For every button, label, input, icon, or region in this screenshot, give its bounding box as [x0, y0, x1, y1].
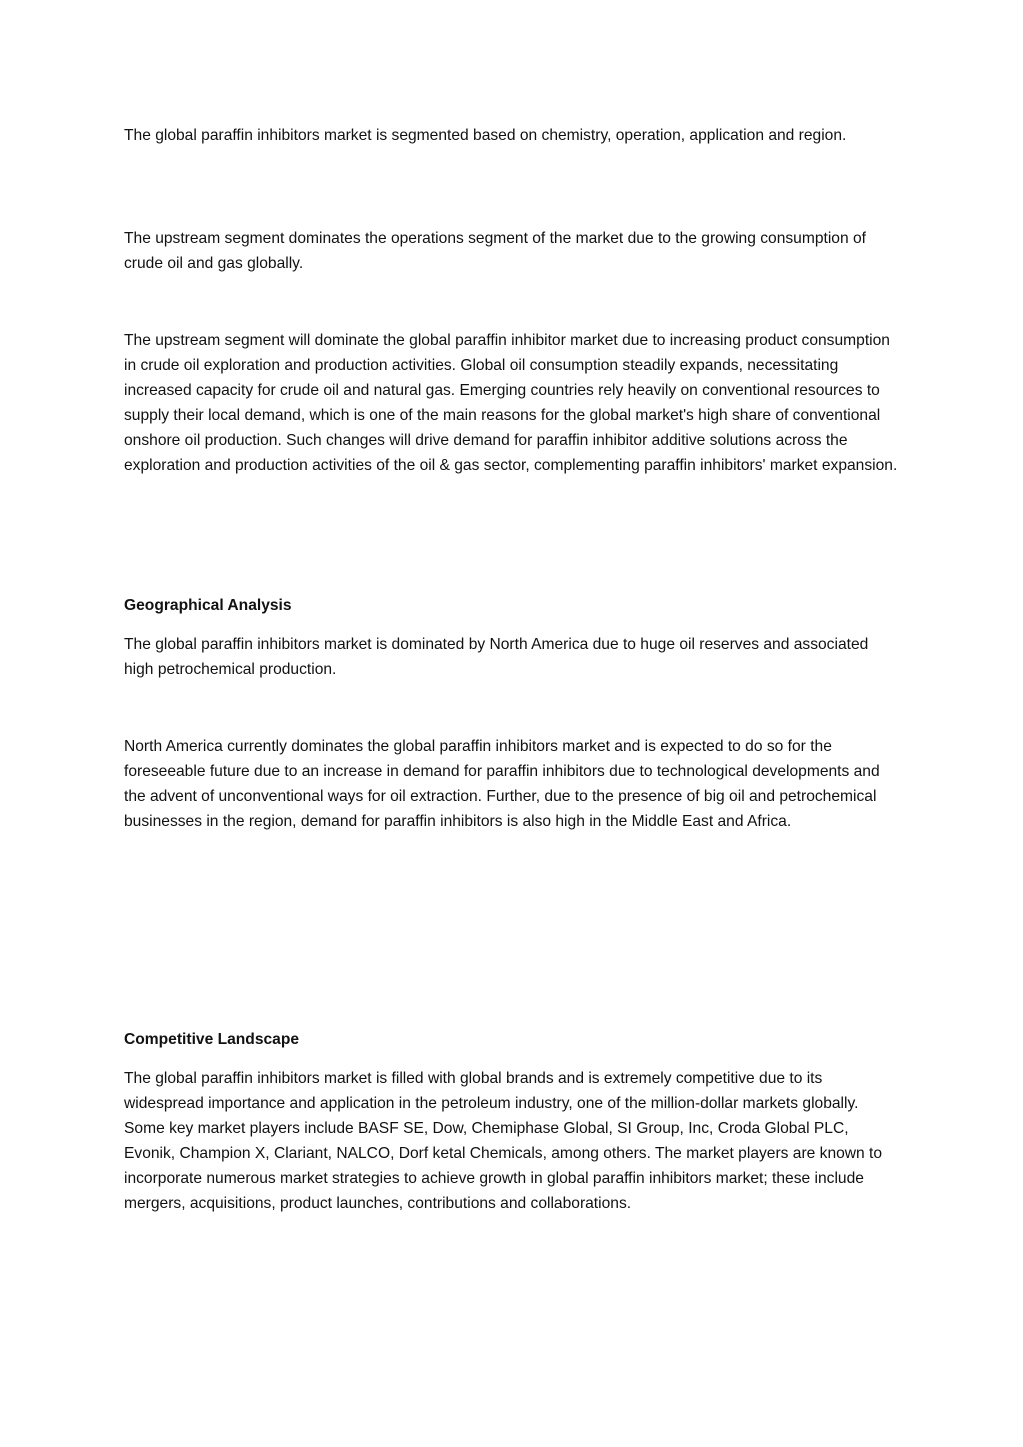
competitive-landscape-heading: Competitive Landscape	[124, 1031, 300, 1048]
competitive-detail-paragraph: The global paraffin inhibitors market is filled with global brands and is extremely competitive due to its widespread importance and application in the petroleum industry, one of the million-dollar markets globally. Some key market players include BASF SE, Dow, Chemiphase Global, SI Group, Inc, Croda Global PLC, Evonik, Champion X, Clariant, NALCO, Dorf ketal Chemicals, among others. The market players are known to incorporate numerous market strategies to achieve growth in global paraffin inhibitors market; these include mergers, acquisitions, product launches, contributions and collaborations.	[124, 1070, 883, 1212]
intro-paragraph: The global paraffin inhibitors market is segmented based on chemistry, operation, application and region.	[124, 127, 847, 144]
geographical-detail-paragraph: North America currently dominates the global paraffin inhibitors market and is expected to do so for the foreseeable future due to an increase in demand for paraffin inhibitors due to technological developments and the advent of unconventional ways for oil extraction. Further, due to the presence of big oil and petrochemical businesses in the region, demand for paraffin inhibitors is also high in the Middle East and Africa.	[124, 738, 880, 830]
upstream-detail-paragraph: The upstream segment will dominate the global paraffin inhibitor market due to increasing product consumption in crude oil exploration and production activities. Global oil consumption steadily expands, necessitating increased capacity for crude oil and natural gas. Emerging countries rely heavily on conventional resources to supply their local demand, which is one of the main reasons for the global market's high share of conventional onshore oil production. Such changes will drive demand for paraffin inhibitor additive solutions across the exploration and production activities of the oil & gas sector, complementing paraffin inhibitors' market expansion.	[124, 332, 898, 474]
geographical-analysis-heading: Geographical Analysis	[124, 597, 292, 614]
upstream-summary-paragraph: The upstream segment dominates the operations segment of the market due to the growing consumption of crude oil and gas globally.	[124, 230, 866, 272]
geographical-summary-paragraph: The global paraffin inhibitors market is dominated by North America due to huge oil reserves and associated high petrochemical production.	[124, 636, 869, 678]
